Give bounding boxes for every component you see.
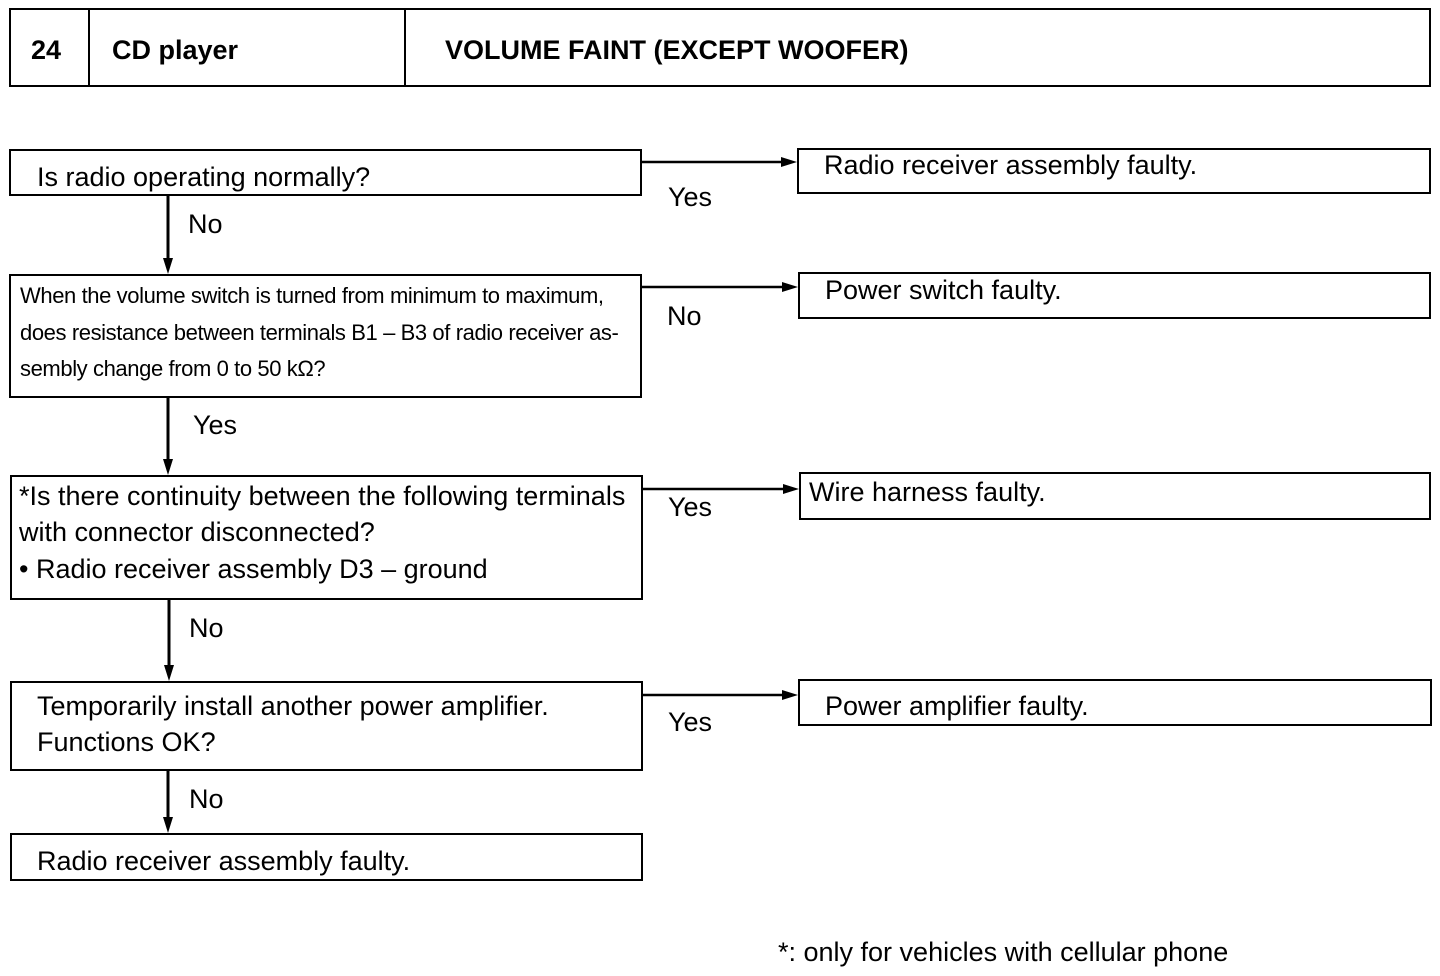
result-text: Power amplifier faulty. (825, 691, 1089, 721)
arrowhead (782, 282, 798, 292)
result-text: Wire harness faulty. (809, 477, 1046, 507)
branch-label-down: No (188, 209, 223, 239)
arrow-right-1 (642, 157, 797, 167)
arrowhead (164, 665, 174, 681)
step-text-line: Functions OK? (37, 727, 216, 757)
arrowhead (781, 157, 797, 167)
step-text-line: Is radio operating normally? (37, 162, 371, 192)
branch-label-right: Yes (668, 182, 713, 212)
branch-label-down: No (189, 613, 224, 643)
step-text-line: • Radio receiver assembly D3 – ground (19, 554, 488, 584)
branch-label-right: No (667, 301, 702, 331)
branch-label-right: Yes (668, 492, 713, 522)
arrow-down-4 (163, 771, 173, 833)
step-text-line: Temporarily install another power amplifier. (37, 691, 549, 721)
step-text-line: Radio receiver assembly faulty. (37, 846, 411, 876)
arrow-down-1 (163, 196, 173, 274)
arrowhead (782, 690, 798, 700)
arrow-down-2 (163, 398, 173, 475)
branch-label-down: Yes (193, 410, 238, 440)
system-name: CD player (112, 35, 239, 65)
arrowhead (163, 459, 173, 475)
arrowhead (783, 484, 799, 494)
result-text: Radio receiver assembly faulty. (824, 150, 1198, 180)
step-text-line: *Is there continuity between the following terminals (19, 481, 626, 511)
arrow-down-3 (164, 600, 174, 681)
branch-label-right: Yes (668, 707, 713, 737)
step-text-line: When the volume switch is turned from minimum to maximum, (20, 283, 604, 308)
result-text: Power switch faulty. (825, 275, 1062, 305)
footnote: *: only for vehicles with cellular phone (778, 937, 1229, 967)
step-text-line: with connector disconnected? (19, 517, 375, 547)
arrow-right-2 (642, 282, 798, 292)
arrow-right-4 (643, 690, 798, 700)
arrowhead (163, 817, 173, 833)
arrow-right-3 (643, 484, 799, 494)
step-text-line: sembly change from 0 to 50 kΩ? (20, 356, 326, 381)
arrowhead (163, 258, 173, 274)
symptom-title: VOLUME FAINT (EXCEPT WOOFER) (445, 35, 909, 65)
branch-label-down: No (189, 784, 224, 814)
step-text-line: does resistance between terminals B1 – B3 of radio receiver as- (20, 320, 619, 345)
section-number: 24 (31, 35, 62, 65)
